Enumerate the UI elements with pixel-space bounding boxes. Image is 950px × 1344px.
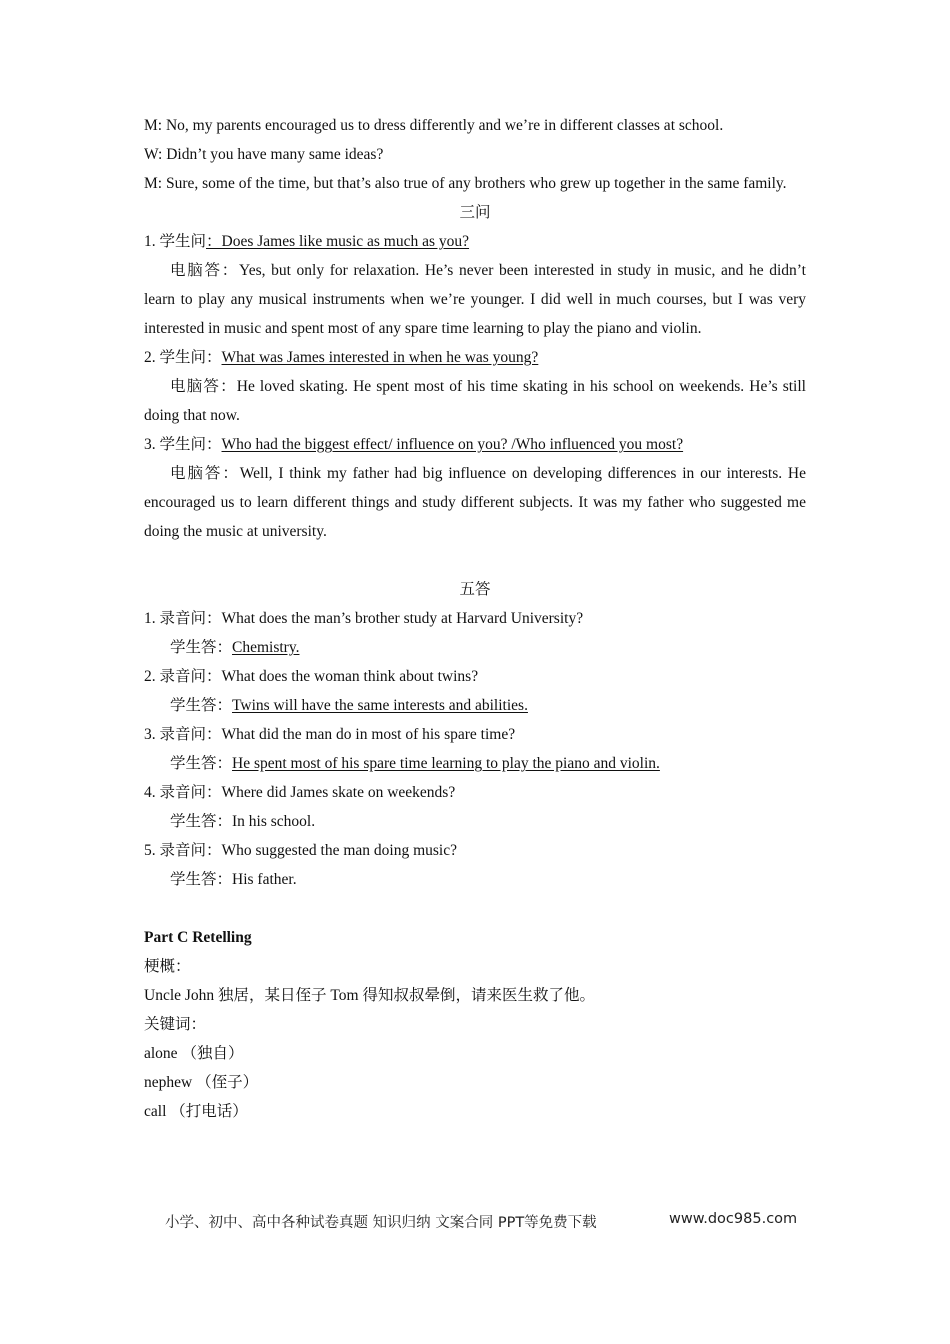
dialogue-line: W: Didn’t you have many same ideas? bbox=[144, 146, 384, 163]
keyword-item: call （打电话） bbox=[144, 1103, 248, 1120]
page-footer bbox=[165, 1211, 805, 1232]
student-answer bbox=[144, 633, 806, 662]
question-text: Where did James skate on weekends? bbox=[221, 784, 456, 801]
question-text: What does the woman think about twins? bbox=[221, 668, 479, 685]
footer-text: 小学、初中、高中各种试卷真题 知识归纳 文案合同 PPT等免费下载 bbox=[165, 1215, 597, 1231]
keywords-label: 关键词： bbox=[144, 1016, 207, 1033]
question-line bbox=[144, 430, 806, 459]
question-number: 5. bbox=[144, 842, 160, 859]
answer-label: 学生答： bbox=[170, 755, 233, 772]
question-text: What was James interested in when he was young? bbox=[221, 349, 539, 366]
question-label: 录音问： bbox=[159, 842, 222, 859]
question-text: What did the man do in most of his spare time? bbox=[221, 726, 516, 743]
student-answer bbox=[144, 749, 806, 778]
question-label: 录音问： bbox=[159, 610, 222, 627]
question-text: Who had the biggest effect/ influence on you? /Who influenced you most? bbox=[221, 436, 684, 453]
student-answer bbox=[144, 691, 806, 720]
answer-paragraph bbox=[144, 256, 806, 343]
question-number: 3. bbox=[144, 436, 160, 453]
answer-text: His father. bbox=[232, 871, 297, 888]
answer-paragraph bbox=[144, 372, 806, 430]
section-heading-five-answers: 五答 bbox=[459, 581, 491, 598]
recording-question bbox=[144, 778, 806, 807]
question-text: ：Does James like music as much as you? bbox=[206, 233, 470, 250]
question-number: 2. bbox=[144, 349, 160, 366]
recording-question bbox=[144, 662, 806, 691]
answer-label: 学生答： bbox=[170, 813, 233, 830]
part-c-title: Part C Retelling bbox=[144, 929, 252, 946]
dialogue-line: M: Sure, some of the time, but that’s also true of any brothers who grew up together in the same family. bbox=[144, 175, 787, 192]
spacer bbox=[144, 546, 806, 575]
recording-question bbox=[144, 836, 806, 865]
student-answer bbox=[144, 865, 806, 894]
section-heading-three-questions: 三问 bbox=[459, 204, 491, 221]
outline-text: Uncle John 独居，某日侄子 Tom 得知叔叔晕倒，请来医生救了他。 bbox=[144, 987, 595, 1004]
question-text: What does the man’s brother study at Harvard University? bbox=[221, 610, 584, 627]
answer-label: 学生答： bbox=[170, 639, 233, 656]
answer-label: 电脑答： bbox=[170, 262, 240, 279]
answer-paragraph bbox=[144, 459, 806, 546]
answer-label: 学生答： bbox=[170, 697, 233, 714]
recording-question bbox=[144, 604, 806, 633]
dialogue-line: M: No, my parents encouraged us to dress differently and we’re in different classes at school. bbox=[144, 117, 724, 134]
answer-label: 电脑答： bbox=[170, 465, 240, 482]
answer-label: 学生答： bbox=[170, 871, 233, 888]
question-number: 3. bbox=[144, 726, 160, 743]
question-label: 学生问： bbox=[159, 349, 222, 366]
question-line bbox=[144, 227, 806, 256]
question-label: 录音问： bbox=[159, 726, 222, 743]
question-label: 录音问： bbox=[159, 784, 222, 801]
footer-url[interactable]: www.doc985.com bbox=[669, 1211, 798, 1227]
question-number: 1. bbox=[144, 233, 160, 250]
answer-label: 电脑答： bbox=[170, 378, 237, 395]
question-number: 1. bbox=[144, 610, 160, 627]
question-label: 录音问： bbox=[159, 668, 222, 685]
question-text: Who suggested the man doing music? bbox=[221, 842, 457, 859]
question-number: 4. bbox=[144, 784, 160, 801]
outline-label: 梗概： bbox=[144, 958, 191, 975]
answer-text: He spent most of his spare time learning to play the piano and violin. bbox=[232, 755, 660, 772]
answer-text: He loved skating. He spent most of his time skating in his school on weekends. He’s still doing that now. bbox=[144, 378, 806, 424]
student-answer bbox=[144, 807, 806, 836]
recording-question bbox=[144, 720, 806, 749]
answer-text: Yes, but only for relaxation. He’s never been interested in study in music, and he didn’t learn to play any musical instruments when we’re younger. I did well in much courses, but I was very interested in music and spent most of any spare time learning to play the piano and violin. bbox=[144, 262, 806, 337]
keyword-item: nephew （侄子） bbox=[144, 1074, 259, 1091]
answer-text: Well, I think my father had big influence on developing differences in our interests. He encouraged us to learn different things and study different subjects. It was my father who suggested me doing the music at university. bbox=[144, 465, 806, 540]
page-content bbox=[144, 111, 806, 1126]
spacer bbox=[144, 894, 806, 923]
question-label: 学生问 bbox=[159, 233, 207, 250]
question-label: 学生问： bbox=[159, 436, 222, 453]
question-number: 2. bbox=[144, 668, 160, 685]
keyword-item: alone （独自） bbox=[144, 1045, 244, 1062]
answer-text: Twins will have the same interests and abilities. bbox=[232, 697, 528, 714]
answer-text: Chemistry. bbox=[232, 639, 300, 656]
question-line bbox=[144, 343, 806, 372]
answer-text: In his school. bbox=[232, 813, 316, 830]
